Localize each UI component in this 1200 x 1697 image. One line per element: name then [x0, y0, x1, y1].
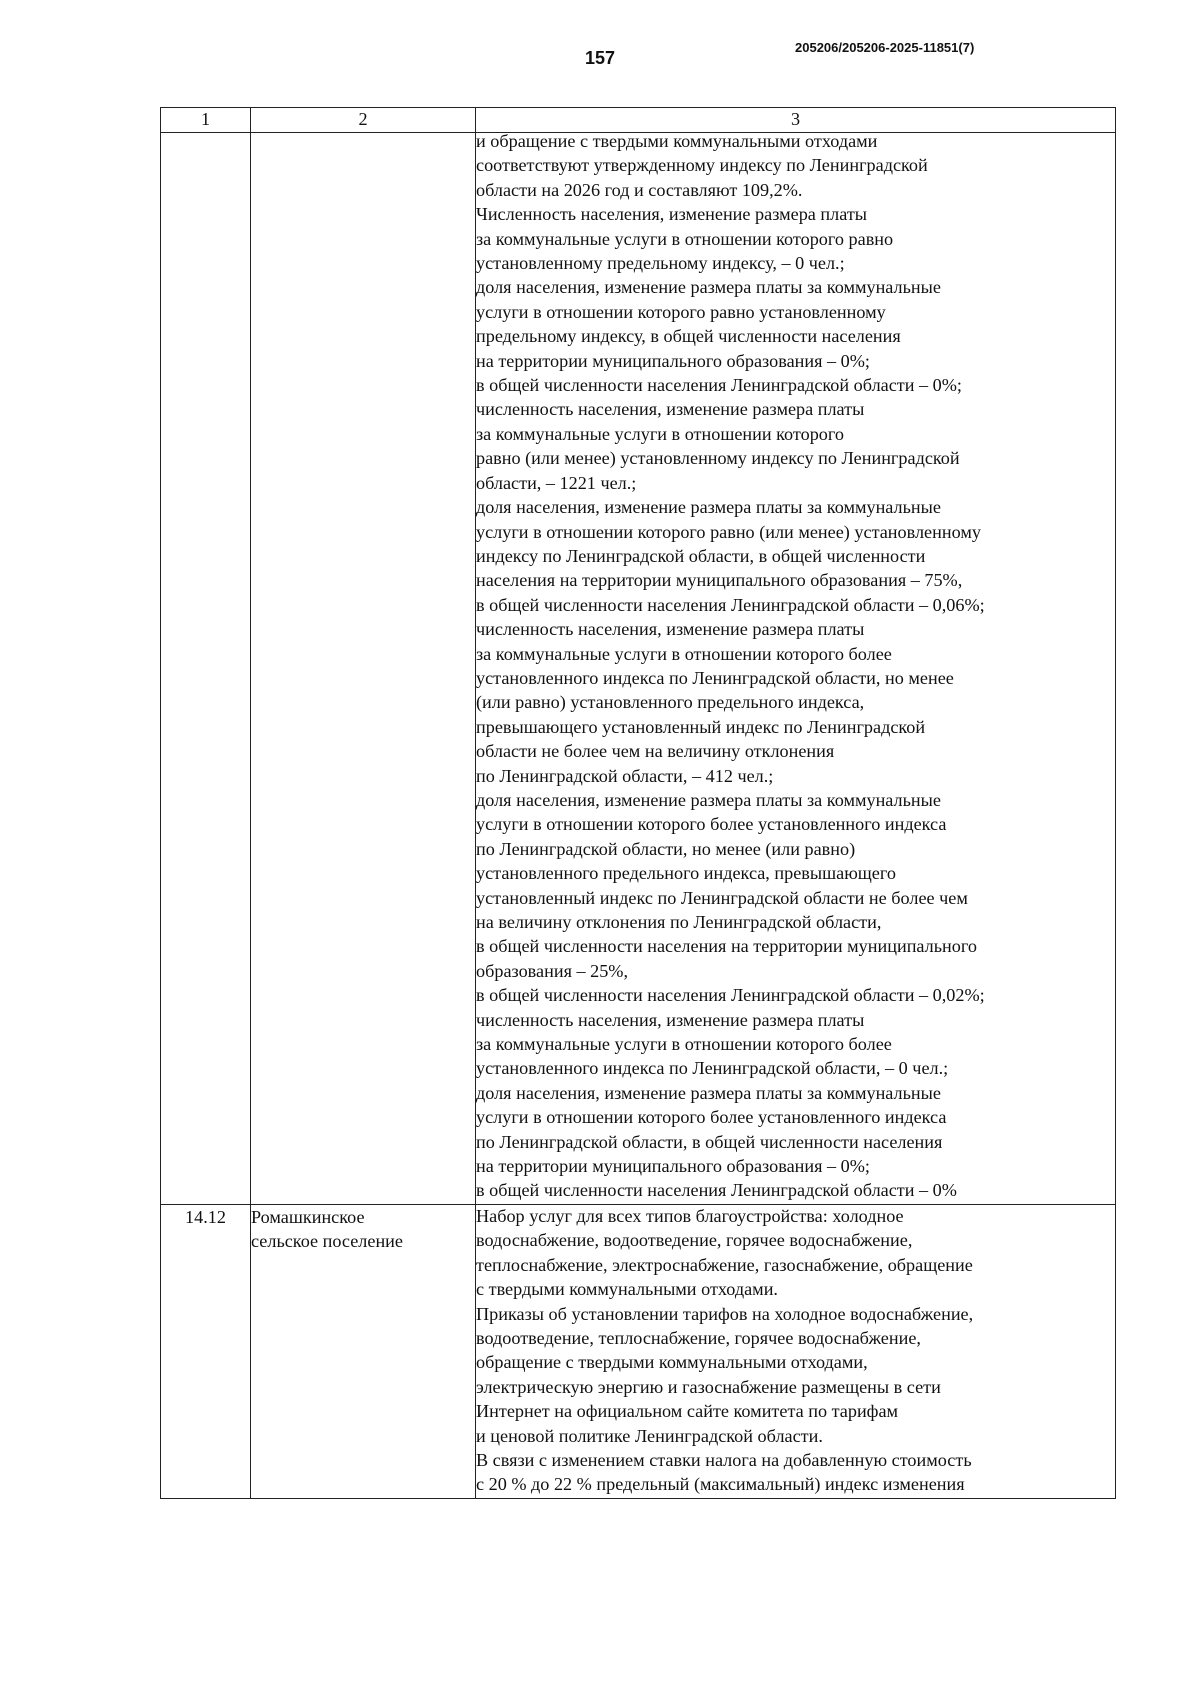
text-line: обращение с твердыми коммунальными отходами,: [476, 1352, 868, 1373]
text-line: и обращение с твердыми коммунальными отходами: [476, 131, 878, 151]
text-line: водоотведение, теплоснабжение, горячее водоснабжение,: [476, 1328, 921, 1349]
description-cell: [476, 1205, 1116, 1499]
text-line: в общей численности населения Ленинградской области – 0%: [476, 1180, 957, 1201]
text-line: численность населения, изменение размера платы: [476, 619, 865, 640]
municipal-index-table: [160, 107, 1116, 1499]
text-line: Приказы об установлении тарифов на холодное водоснабжение,: [476, 1303, 974, 1324]
text-line: за коммунальные услуги в отношении которого более: [476, 643, 892, 664]
text-line: установленного индекса по Ленинградской области, но менее: [476, 667, 954, 688]
text-line: доля населения, изменение размера платы за коммунальные: [476, 789, 941, 810]
text-line: Интернет на официальном сайте комитета по тарифам: [476, 1401, 899, 1422]
text-line: равно (или менее) установленному индексу по Ленинградской: [476, 448, 960, 469]
text-line: услуги в отношении которого равно установленному: [476, 301, 886, 322]
text-line: установленного индекса по Ленинградской области, – 0 чел.;: [476, 1058, 949, 1079]
text-line: на величину отклонения по Ленинградской области,: [476, 912, 882, 932]
text-line: Численность населения, изменение размера платы: [476, 204, 867, 225]
text-line: установленный индекс по Ленинградской области не более чем: [476, 887, 968, 908]
description-cell: [476, 133, 1116, 1205]
text-line: области не более чем на величину отклонения: [476, 741, 835, 762]
text-line: за коммунальные услуги в отношении которого равно: [476, 228, 894, 249]
text-line: сельское поселение: [251, 1231, 403, 1252]
text-line: области, – 1221 чел.;: [476, 472, 637, 493]
text-line: установленного предельного индекса, превышающего: [476, 863, 896, 884]
row-number-cell: 14.12: [161, 1205, 251, 1499]
column-number-2: 2: [251, 108, 476, 133]
text-line: с твердыми коммунальными отходами.: [476, 1279, 778, 1300]
text-line: образования – 25%,: [476, 960, 629, 981]
text-line: доля населения, изменение размера платы за коммунальные: [476, 497, 941, 518]
text-line: в общей численности населения Ленинградской области – 0,02%;: [476, 985, 985, 1006]
text-line: по Ленинградской области, в общей численности населения: [476, 1131, 943, 1152]
document-id: 205206/205206-2025-11851(7): [795, 40, 975, 55]
text-line: предельному индексу, в общей численности населения: [476, 326, 901, 347]
text-line: услуги в отношении которого равно (или менее) установленному: [476, 521, 981, 542]
text-line: В связи с изменением ставки налога на добавленную стоимость: [476, 1450, 972, 1471]
text-line: на территории муниципального образования – 0%;: [476, 350, 870, 371]
text-line: доля населения, изменение размера платы за коммунальные: [476, 1082, 941, 1103]
text-line: электрическую энергию и газоснабжение размещены в сети: [476, 1376, 941, 1397]
column-number-3: 3: [476, 108, 1116, 133]
text-line: установленному предельному индексу, – 0 чел.;: [476, 253, 845, 274]
table-row: [161, 1205, 1116, 1499]
text-line: превышающего установленный индекс по Ленинградской: [476, 716, 926, 737]
text-line: водоснабжение, водоотведение, горячее водоснабжение,: [476, 1230, 913, 1251]
page-number: 157: [584, 48, 616, 68]
text-line: населения на территории муниципального образования – 75%,: [476, 570, 963, 591]
text-line: и ценовой политике Ленинградской области.: [476, 1425, 823, 1446]
text-line: за коммунальные услуги в отношении которого более: [476, 1034, 892, 1055]
text-line: численность населения, изменение размера платы: [476, 1009, 865, 1030]
text-line: численность населения, изменение размера платы: [476, 399, 865, 420]
text-line: (или равно) установленного предельного индекса,: [476, 692, 865, 713]
text-line: Ромашкинское: [251, 1207, 365, 1227]
text-line: по Ленинградской области, – 412 чел.;: [476, 765, 774, 786]
text-line: Набор услуг для всех типов благоустройства: холодное: [476, 1206, 904, 1226]
settlement-name-cell: [251, 1205, 476, 1499]
text-line: индексу по Ленинградской области, в общей численности: [476, 545, 926, 566]
column-number-1: 1: [161, 108, 251, 133]
text-line: теплоснабжение, электроснабжение, газоснабжение, обращение: [476, 1254, 973, 1275]
text-line: услуги в отношении которого более установленного индекса: [476, 1107, 947, 1128]
text-line: доля населения, изменение размера платы за коммунальные: [476, 277, 941, 298]
text-line: соответствуют утвержденному индексу по Ленинградской: [476, 155, 928, 176]
text-line: на территории муниципального образования – 0%;: [476, 1156, 870, 1177]
settlement-name-cell: [251, 133, 476, 1205]
row-number-cell: [161, 133, 251, 1205]
text-line: в общей численности населения Ленинградской области – 0,06%;: [476, 594, 985, 615]
text-line: услуги в отношении которого более установленного индекса: [476, 814, 947, 835]
table-row: [161, 133, 1116, 1205]
text-line: области на 2026 год и составляют 109,2%.: [476, 179, 803, 200]
text-line: в общей численности населения Ленинградской области – 0%;: [476, 375, 962, 396]
text-line: за коммунальные услуги в отношении которого: [476, 423, 845, 444]
text-line: в общей численности населения на территории муниципального: [476, 936, 977, 957]
text-line: по Ленинградской области, но менее (или равно): [476, 838, 856, 859]
text-line: с 20 % до 22 % предельный (максимальный) индекс изменения: [476, 1474, 965, 1495]
